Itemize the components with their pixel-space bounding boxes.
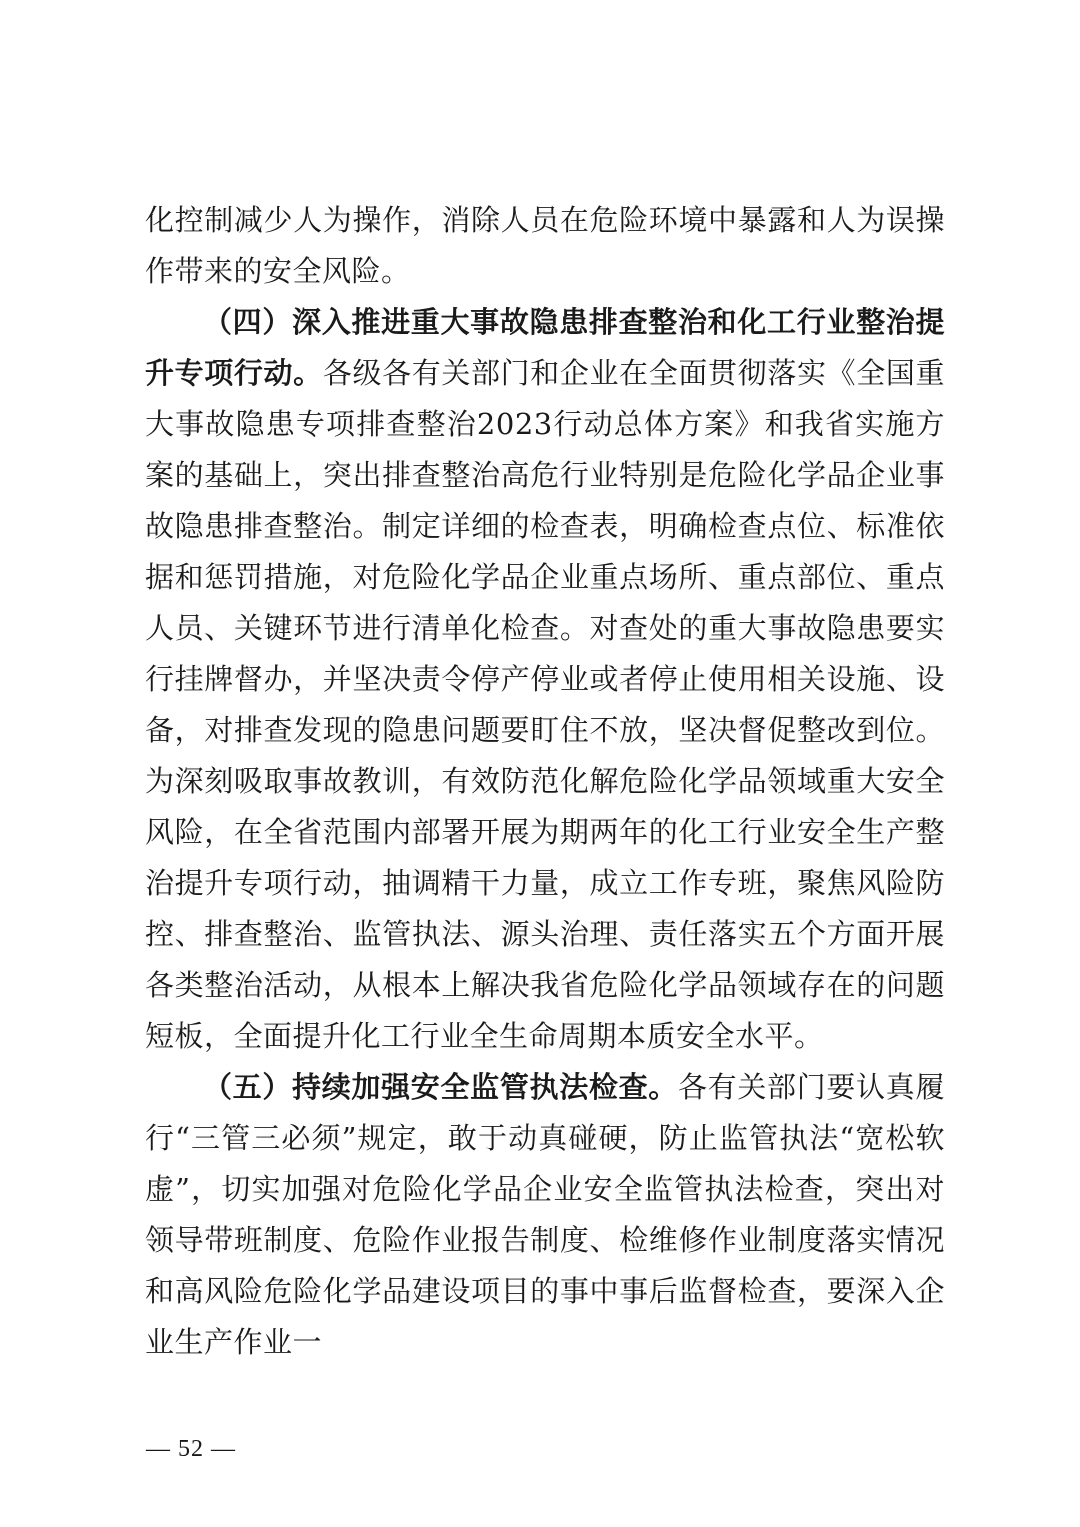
page-number: — 52 — <box>146 1436 236 1462</box>
paragraph-2 <box>145 297 945 1062</box>
paragraph-1 <box>145 195 945 297</box>
paragraph-3 <box>145 1062 945 1368</box>
paragraph-3-heading: （五）持续加强安全监管执法检查。 <box>203 1070 678 1104</box>
paragraph-3-text: 各有关部门要认真履行“三管三必须”规定，敢于动真碰硬，防止监管执法“宽松软虚”，切实加强对危险化学品企业安全监管执法检查，突出对领导带班制度、危险作业报告制度、检维修作业制度落实情况和高风险危险化学品建设项目的事中事后监督检查，要深入企业生产作业一 <box>145 1070 945 1359</box>
paragraph-2-text: 各级各有关部门和企业在全面贯彻落实《全国重大事故隐患专项排查整治2023行动总体方案》和我省实施方案的基础上，突出排查整治高危行业特别是危险化学品企业事故隐患排查整治。制定详细的检查表，明确检查点位、标准依据和惩罚措施，对危险化学品企业重点场所、重点部位、重点人员、关键环节进行清单化检查。对查处的重大事故隐患要实行挂牌督办，并坚决责令停产停业或者停止使用相关设施、设备，对排查发现的隐患问题要盯住不放，坚决督促整改到位。为深刻吸取事故教训，有效防范化解危险化学品领域重大安全风险，在全省范围内部署开展为期两年的化工行业安全生产整治提升专项行动，抽调精干力量，成立工作专班，聚焦风险防控、排查整治、监管执法、源头治理、责任落实五个方面开展各类整治活动，从根本上解决我省危险化学品领域存在的问题短板，全面提升化工行业全生命周期本质安全水平。 <box>145 356 945 1053</box>
document-body <box>145 195 945 1368</box>
paragraph-2-heading: （四）深入推进重大事故隐患排查整治和化工行业整治提升专项行动。 <box>145 305 945 390</box>
paragraph-1-text: 化控制减少人为操作，消除人员在危险环境中暴露和人为误操作带来的安全风险。 <box>145 203 945 288</box>
